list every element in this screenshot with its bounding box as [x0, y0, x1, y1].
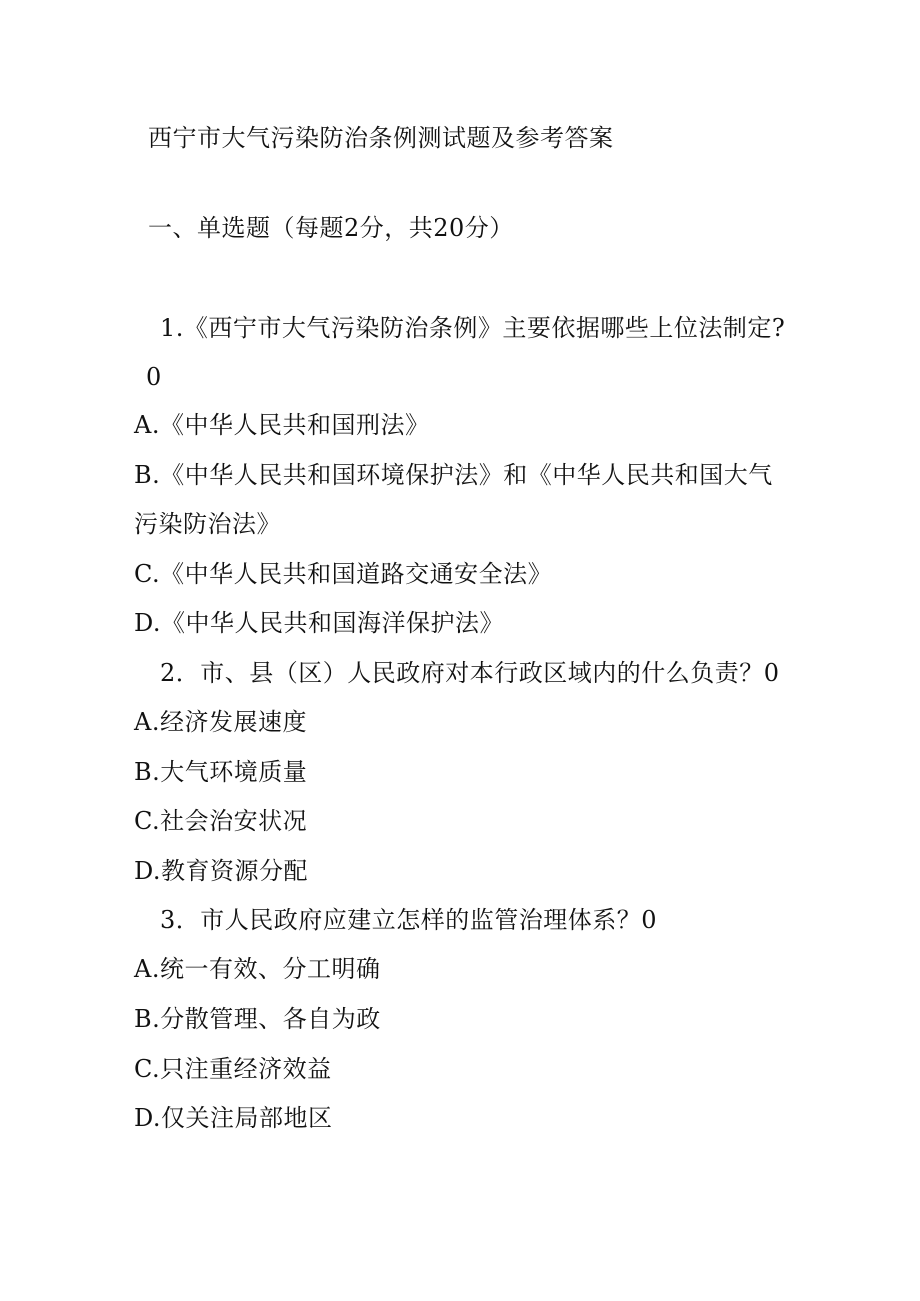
question-2-option-b: B.大气环境质量 [134, 758, 308, 786]
question-3-option-d: D.仅关注局部地区 [134, 1104, 333, 1132]
question-2-option-c: C.社会治安状况 [134, 807, 308, 835]
question-1-option-c: C.《中华人民共和国道路交通安全法》 [134, 560, 553, 588]
question-2-option-a: A.经济发展速度 [134, 708, 307, 736]
question-3-option-c: C.只注重经济效益 [134, 1055, 332, 1083]
question-2-stem: 2．市、县（区）人民政府对本行政区域内的什么负责？0 [160, 659, 780, 687]
question-3-option-b: B.分散管理、各自为政 [134, 1005, 381, 1033]
section-heading: 一、单选题（每题2分，共20分） [148, 214, 514, 242]
question-1-stem: 1.《西宁市大气污染防治条例》主要依据哪些上位法制定? [160, 314, 786, 342]
question-3-option-a: A.统一有效、分工明确 [134, 955, 381, 983]
question-1-stem-continuation: 0 [146, 363, 162, 391]
document-title: 西宁市大气污染防治条例测试题及参考答案 [148, 124, 614, 152]
question-3-stem: 3．市人民政府应建立怎样的监管治理体系？0 [160, 906, 658, 934]
question-1-option-d: D.《中华人民共和国海洋保护法》 [134, 609, 505, 637]
question-1-option-b-continuation: 污染防治法》 [134, 510, 281, 538]
question-2-option-d: D.教育资源分配 [134, 857, 309, 885]
question-1-option-b: B.《中华人民共和国环境保护法》和《中华人民共和国大气 [134, 461, 773, 489]
question-1-option-a: A.《中华人民共和国刑法》 [134, 411, 430, 439]
